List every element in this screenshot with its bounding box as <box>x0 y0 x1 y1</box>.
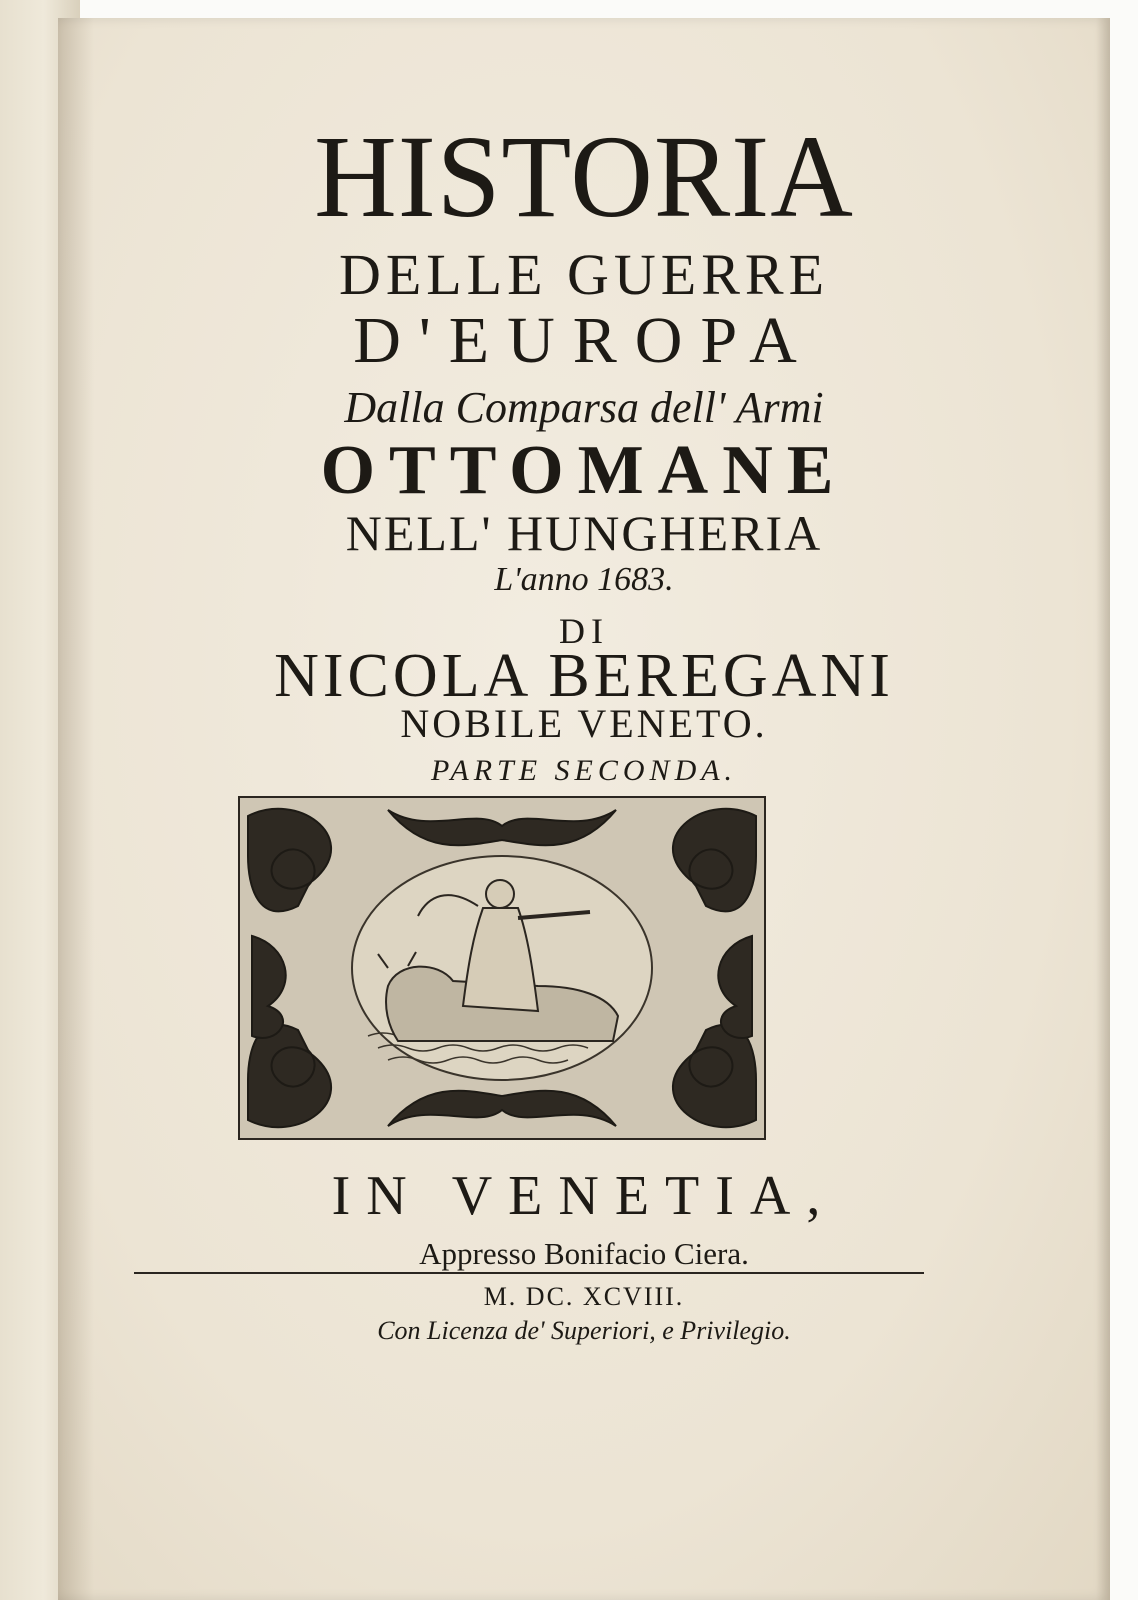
imprint-city: IN VENETIA, <box>331 1165 837 1227</box>
author-rank: NOBILE VENETO. <box>400 701 768 746</box>
engraving-europa-bull <box>238 796 766 1140</box>
imprint-publisher: Appresso Bonifacio Ciera. <box>419 1236 749 1271</box>
book-title: HISTORIA <box>314 111 854 242</box>
imprint-year: M. DC. XCVIII. <box>483 1282 685 1311</box>
year-line: L'anno 1683. <box>494 561 674 598</box>
subtitle-line-3: Dalla Comparsa dell' Armi <box>344 383 824 432</box>
subtitle-line-4: OTTOMANE <box>320 432 848 509</box>
subtitle-line-2: D'EUROPA <box>353 304 815 377</box>
imprint-license: Con Licenza de' Superiori, e Privilegio. <box>377 1316 791 1345</box>
subtitle-line-1: DELLE GUERRE <box>338 242 830 307</box>
author-name: NICOLA BEREGANI <box>274 642 894 710</box>
part-label: PARTE SECONDA. <box>430 754 738 787</box>
by-line: DI <box>559 611 609 651</box>
subtitle-line-5: NELL' HUNGHERIA <box>345 505 823 561</box>
title-page <box>58 18 1110 1600</box>
imprint-rule <box>134 1272 924 1274</box>
